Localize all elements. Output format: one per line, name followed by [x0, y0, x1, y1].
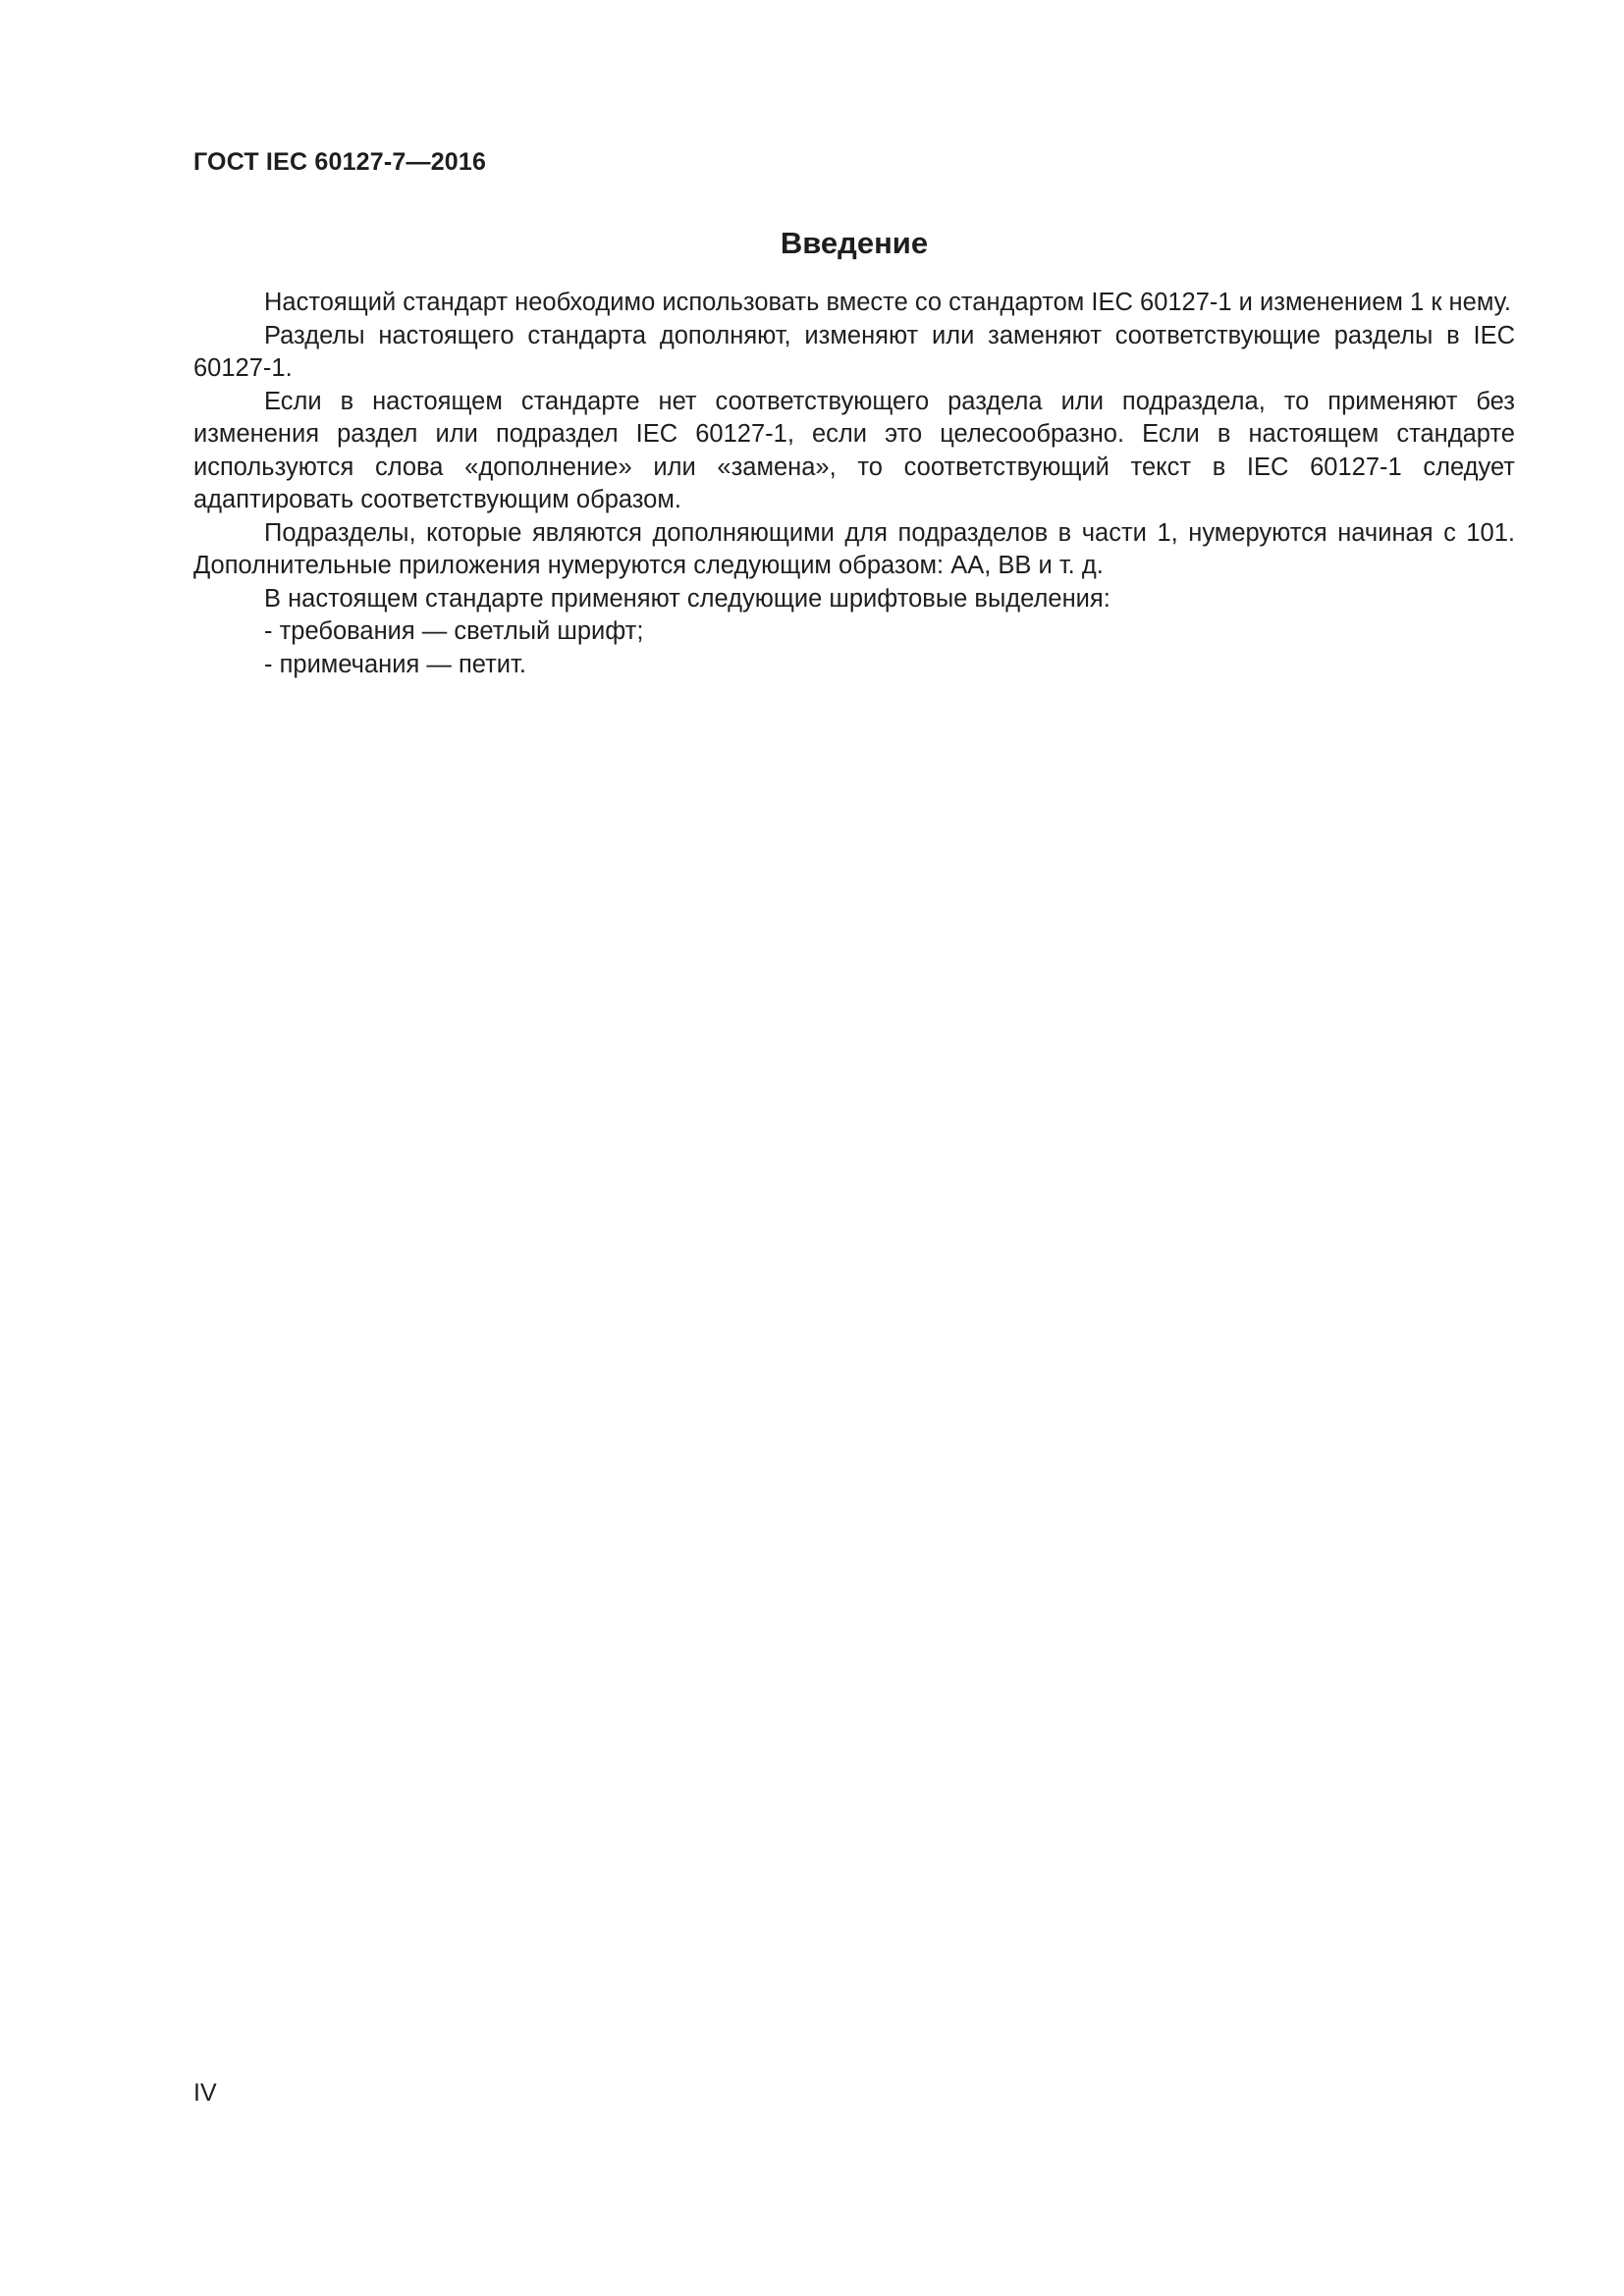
section-title: Введение — [780, 226, 929, 260]
paragraph-missing-sections: Если в настоящем стандарте нет соответствующего раздела или подраздела, то применяют без изменения раздел или подраздел IEC 60127-1, если это целесообразно. Если в настоящем стандарте используются слова «дополнение» или «замена», то соответствующий текст в IEC 60127-1 следует адаптировать соответствующим образом. — [193, 387, 1515, 513]
list-item-requirements: - требования — светлый шрифт; — [264, 617, 644, 645]
list-item-notes: - примечания — петит. — [264, 650, 526, 678]
paragraph-sections: Разделы настоящего стандарта дополняют, изменяют или заменяют соответствующие разделы в IEC 60127-1. — [193, 321, 1515, 382]
introduction-body — [193, 287, 1515, 681]
page-number: IV — [193, 2079, 217, 2107]
document-code-header: ГОСТ IEC 60127-7—2016 — [193, 148, 487, 176]
paragraph-usage: Настоящий стандарт необходимо использовать вместе со стандартом IEC 60127-1 и изменением 1 к нему. — [264, 289, 1511, 316]
paragraph-font-conventions: В настоящем стандарте применяют следующие шрифтовые выделения: — [264, 584, 1110, 613]
paragraph-subsection-numbering: Подразделы, которые являются дополняющими для подразделов в части 1, нумеруются начиная с 101. Дополнительные приложения нумеруются следующим образом: АА, ВВ и т. д. — [193, 518, 1515, 579]
